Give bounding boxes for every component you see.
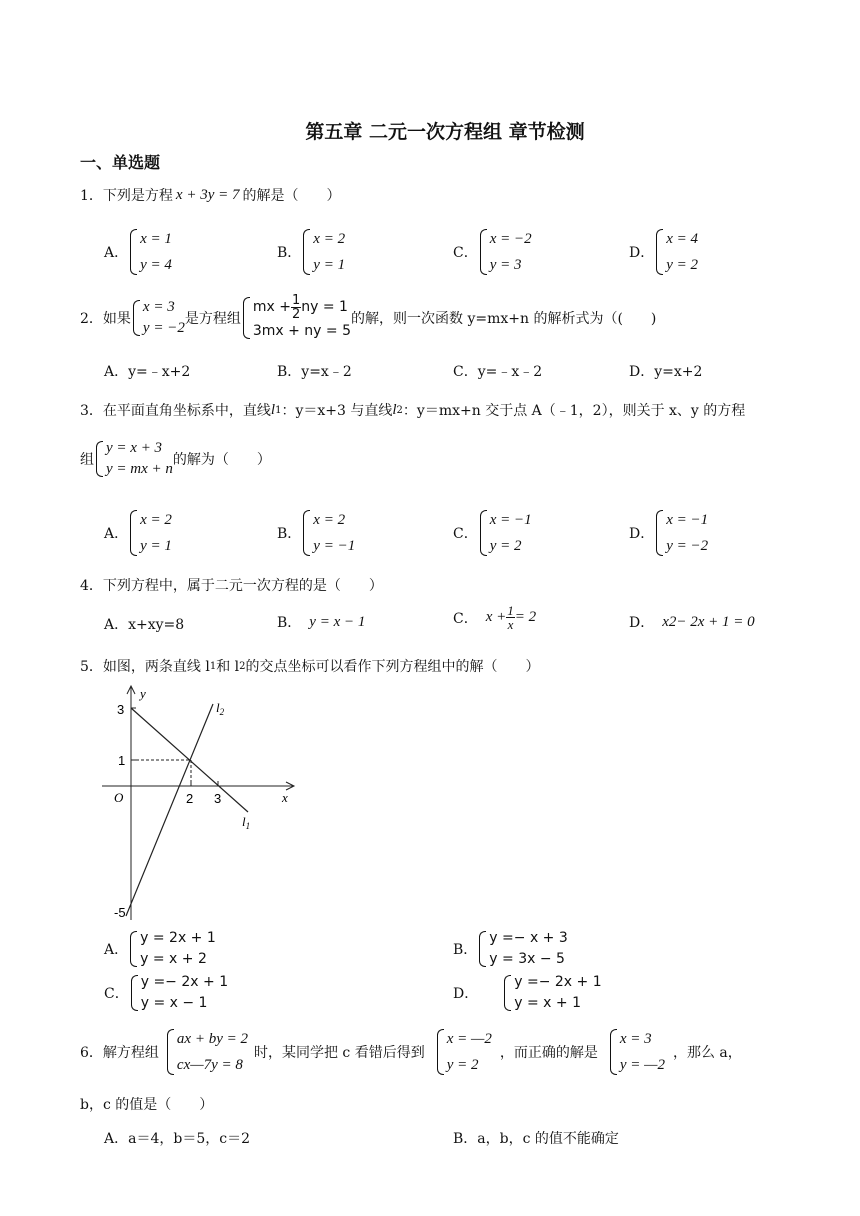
stem-text: 是方程组 [184, 311, 241, 327]
coordinate-graph [98, 684, 308, 924]
equation-system: x = 2 y = 1 [128, 507, 172, 559]
option-label: D． [629, 615, 655, 631]
q5-option-a[interactable] [104, 928, 216, 970]
equation: − 2x + 1 = 0 [676, 613, 755, 630]
stem-text: 组 [80, 452, 94, 468]
option-label: D． [629, 526, 655, 542]
equation-system: y = x + 3 y = mx + n [94, 438, 173, 480]
q3-option-b[interactable] [277, 507, 355, 559]
option-label: B． [277, 615, 302, 631]
equation-system: x = 2 y = −1 [301, 507, 355, 559]
stem-text: 和 l [216, 659, 240, 675]
question-number: 6．解方程组 [80, 1045, 159, 1061]
option-label: A． [104, 942, 129, 958]
q2-option-b[interactable]: B．y=x﹣2 [277, 364, 352, 380]
tick-label: 2 [186, 791, 194, 806]
stem-text: 的解是（ ） [242, 188, 341, 204]
stem-text: ，那么 a， [672, 1045, 742, 1061]
q6-option-b[interactable]: B．a，b，c 的值不能确定 [453, 1131, 619, 1147]
q4-option-d[interactable]: D． x 2 − 2x + 1 = 0 [629, 613, 755, 631]
stem-text: ：y＝mx+n 交于点 A（﹣1，2），则关于 x、y 的方程 [402, 403, 746, 419]
equation-system: x = −1 y = −2 [654, 507, 708, 559]
line-symbol: l [270, 401, 276, 418]
stem-text: 时，某同学把 c 看错后得到 [253, 1045, 425, 1061]
equation-system: x = —2 y = 2 [435, 1026, 492, 1078]
q1-option-c[interactable] [453, 226, 532, 278]
q4-option-c[interactable] [453, 604, 536, 631]
tick-label: -5 [114, 905, 126, 920]
question-3-stem: 3．在平面直角坐标系中，直线 l 1 ：y＝x+3 与直线 l 2 ：y＝mx+n 交于点 A（﹣1，2），则关于 x、y 的方程 [80, 401, 746, 419]
stem-text: 的解为（ ） [172, 452, 271, 468]
origin-label: O [114, 790, 124, 805]
stem-text: 3．在平面直角坐标系中，直线 [80, 403, 271, 419]
equation-system: ax + by = 2 cx—7y = 8 [165, 1026, 248, 1078]
tick-label: 1 [118, 753, 126, 768]
equation-system: y =− x + 3 y = 3x − 5 [477, 928, 567, 970]
q3-option-d[interactable] [629, 507, 708, 559]
q5-option-b[interactable] [453, 928, 568, 970]
equation-system: x = 2 y = 1 [301, 226, 345, 278]
equation-system: mx + $\frac{1}{2}$ ny = 1 3mx + ny = 5 [241, 294, 351, 342]
option-label: A． [104, 526, 129, 542]
page-title: 第五章 二元一次方程组 章节检测 [305, 121, 585, 143]
question-number: 2． [80, 311, 103, 327]
q2-option-a[interactable]: A．y=﹣x+2 [104, 364, 191, 380]
equation-system: y =− 2x + 1 y = x + 1 [502, 972, 601, 1014]
option-label: C． [453, 610, 478, 627]
option-label: C． [453, 526, 478, 542]
stem-text: ：y＝x+3 与直线 [281, 403, 393, 419]
y-axis-label: y [140, 686, 146, 701]
equation-system: x = −2 y = 3 [478, 226, 532, 278]
q4-option-b[interactable] [277, 612, 365, 632]
stem-text: 5．如图，两条直线 l [80, 659, 210, 675]
tick-label: 3 [117, 702, 125, 717]
stem-text: ，而正确的解是 [499, 1045, 598, 1061]
question-6-stem [80, 1026, 742, 1078]
q3-option-a[interactable] [104, 507, 172, 559]
option-label: C． [104, 986, 129, 1002]
q2-option-d[interactable]: D．y=x+2 [629, 364, 703, 380]
question-5-stem: 5．如图，两条直线 l 1 和 l 2 的交点坐标可以看作下列方程组中的解（ ） [80, 656, 540, 676]
line-symbol: l [392, 401, 397, 418]
line-l2-label: $l_2$ [216, 700, 225, 717]
q1-option-a[interactable] [104, 226, 172, 278]
equation-system: x = 3 y = −2 [131, 297, 185, 339]
equation-system: x = 4 y = 2 [654, 226, 698, 278]
equation-system: x = 3 y = —2 [608, 1026, 665, 1078]
stem-text: 下列是方程 [102, 188, 173, 204]
q2-option-c[interactable]: C．y=﹣x﹣2 [453, 364, 543, 380]
stem-text: 的交点坐标可以看作下列方程组中的解（ ） [245, 659, 540, 675]
equation: x [662, 613, 669, 630]
equation: = 2 [514, 609, 537, 625]
equation: x + [485, 609, 507, 625]
option-label: D． [453, 986, 479, 1002]
q3-option-c[interactable] [453, 507, 532, 559]
option-label: B． [277, 526, 302, 542]
q4-option-a[interactable]: A．x+xy=8 [104, 617, 185, 633]
equation-system: x = 1 y = 4 [128, 226, 172, 278]
line-l1-label: $l_1$ [242, 814, 251, 831]
equation-system: y = 2x + 1 y = x + 2 [128, 928, 216, 970]
x-axis-label: x [282, 790, 288, 805]
equation: y = x − 1 [309, 613, 366, 630]
question-4-stem: 4．下列方程中，属于二元一次方程的是（ ） [80, 578, 383, 594]
question-number: 1． [80, 188, 103, 204]
fraction: $\frac{1}{x}$ [507, 603, 514, 632]
question-3-stem-cont [80, 438, 271, 480]
line-l2 [126, 704, 213, 916]
q5-option-c[interactable] [104, 972, 228, 1014]
tick-label: 3 [214, 791, 222, 806]
option-label: A． [104, 245, 129, 261]
option-label: C． [453, 245, 478, 261]
option-label: B． [453, 942, 478, 958]
question-6-stem-cont: b，c 的值是（ ） [80, 1097, 214, 1113]
stem-text: 如果 [102, 311, 131, 327]
equation: x + 3y = 7 [175, 186, 240, 203]
question-1-stem [80, 185, 340, 205]
question-2-stem [80, 294, 656, 342]
q1-option-b[interactable] [277, 226, 345, 278]
q5-option-d[interactable] [453, 972, 602, 1014]
q1-option-d[interactable] [629, 226, 698, 278]
stem-text: 的解，则一次函数 y=mx+n 的解析式为（( ) [351, 311, 657, 327]
equation-system: y =− 2x + 1 y = x − 1 [129, 972, 228, 1014]
option-label: D． [629, 245, 655, 261]
equation-system: x = −1 y = 2 [478, 507, 532, 559]
q6-option-a[interactable]: A．a＝4，b＝5，c＝2 [104, 1131, 250, 1147]
section-heading: 一、单选题 [80, 153, 161, 172]
option-label: B． [277, 245, 302, 261]
